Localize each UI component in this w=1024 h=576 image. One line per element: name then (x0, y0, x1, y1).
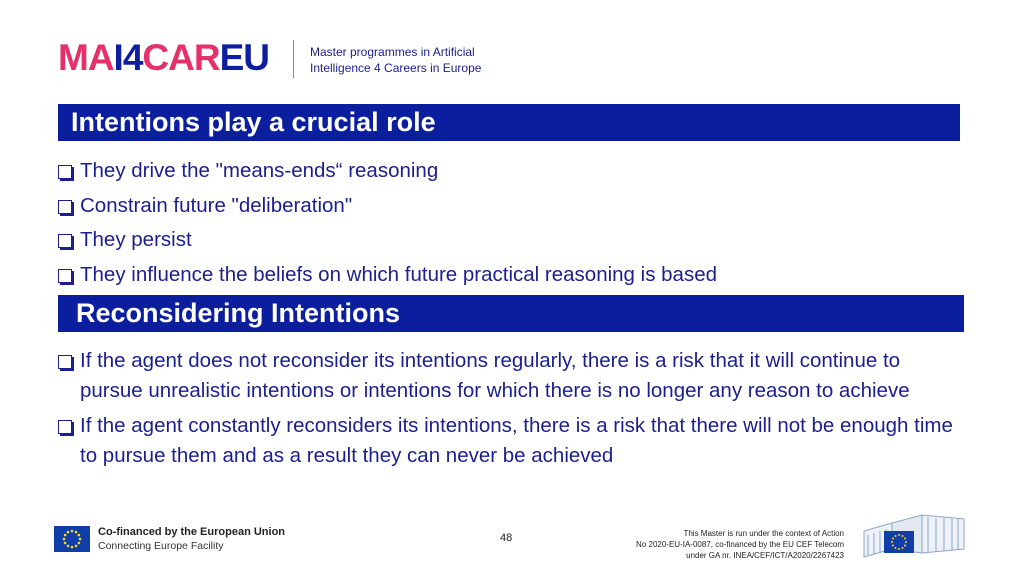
cofinanced-line-1: Co-financed by the European Union (98, 526, 286, 538)
checkbox-bullet-icon (58, 355, 72, 369)
bullet-text: Constrain future "deliberation" (80, 193, 353, 217)
eu-flag-icon (54, 526, 90, 552)
notice-line-1: This Master is run under the context of Action (683, 529, 844, 538)
bullet-list-reconsidering (58, 346, 958, 471)
list-item (58, 189, 958, 224)
list-item (58, 258, 958, 293)
tagline-line-2: Intelligence 4 Careers in Europe (310, 61, 482, 75)
list-item (58, 223, 958, 258)
bullet-text: If the agent constantly reconsiders its intentions, there is a risk that there will not be enough time to pursue them and as a result they can never be achieved (80, 414, 953, 467)
checkbox-bullet-icon (58, 165, 72, 179)
notice-line-3: under GA nr. INEA/CEF/ICT/A2020/2267423 (686, 551, 844, 560)
logo-part-eu: EU (219, 37, 269, 78)
checkbox-bullet-icon (58, 200, 72, 214)
tagline (310, 44, 550, 76)
bullet-text: If the agent does not reconsider its intentions regularly, there is a risk that it will continue to pursue unrealistic intentions or intentions for which there is no longer any reason to achieve (80, 349, 910, 402)
list-item (58, 154, 958, 189)
header-divider (293, 40, 294, 78)
cofinanced-block (54, 525, 285, 553)
checkbox-bullet-icon (58, 234, 72, 248)
bullet-list-intentions (58, 154, 958, 292)
bullet-text: They persist (80, 228, 192, 251)
bullet-text: They influence the beliefs on which future practical reasoning is based (80, 262, 718, 286)
section-title-intentions: Intentions play a crucial role (58, 104, 960, 141)
funding-notice (600, 528, 844, 561)
page-number: 48 (500, 532, 513, 544)
section-title-reconsidering: Reconsidering Intentions (58, 295, 964, 332)
bullet-text: They drive the "means-ends“ reasoning (80, 159, 439, 182)
notice-line-2: No 2020-EU-IA-0087, co-financed by the EU CEF Telecom (636, 540, 844, 549)
tagline-line-1: Master programmes in Artificial (310, 45, 475, 59)
checkbox-bullet-icon (58, 269, 72, 283)
cofinanced-line-2: Connecting Europe Facility (98, 540, 224, 552)
list-item (58, 346, 958, 406)
logo-part-car: CAR (142, 37, 220, 78)
european-commission-logo (862, 509, 966, 559)
list-item (58, 411, 958, 471)
logo-part-i4: I4 (113, 37, 143, 78)
mai4careu-logo (58, 37, 269, 78)
logo-part-ma: MA (58, 37, 114, 78)
checkbox-bullet-icon (58, 420, 72, 434)
